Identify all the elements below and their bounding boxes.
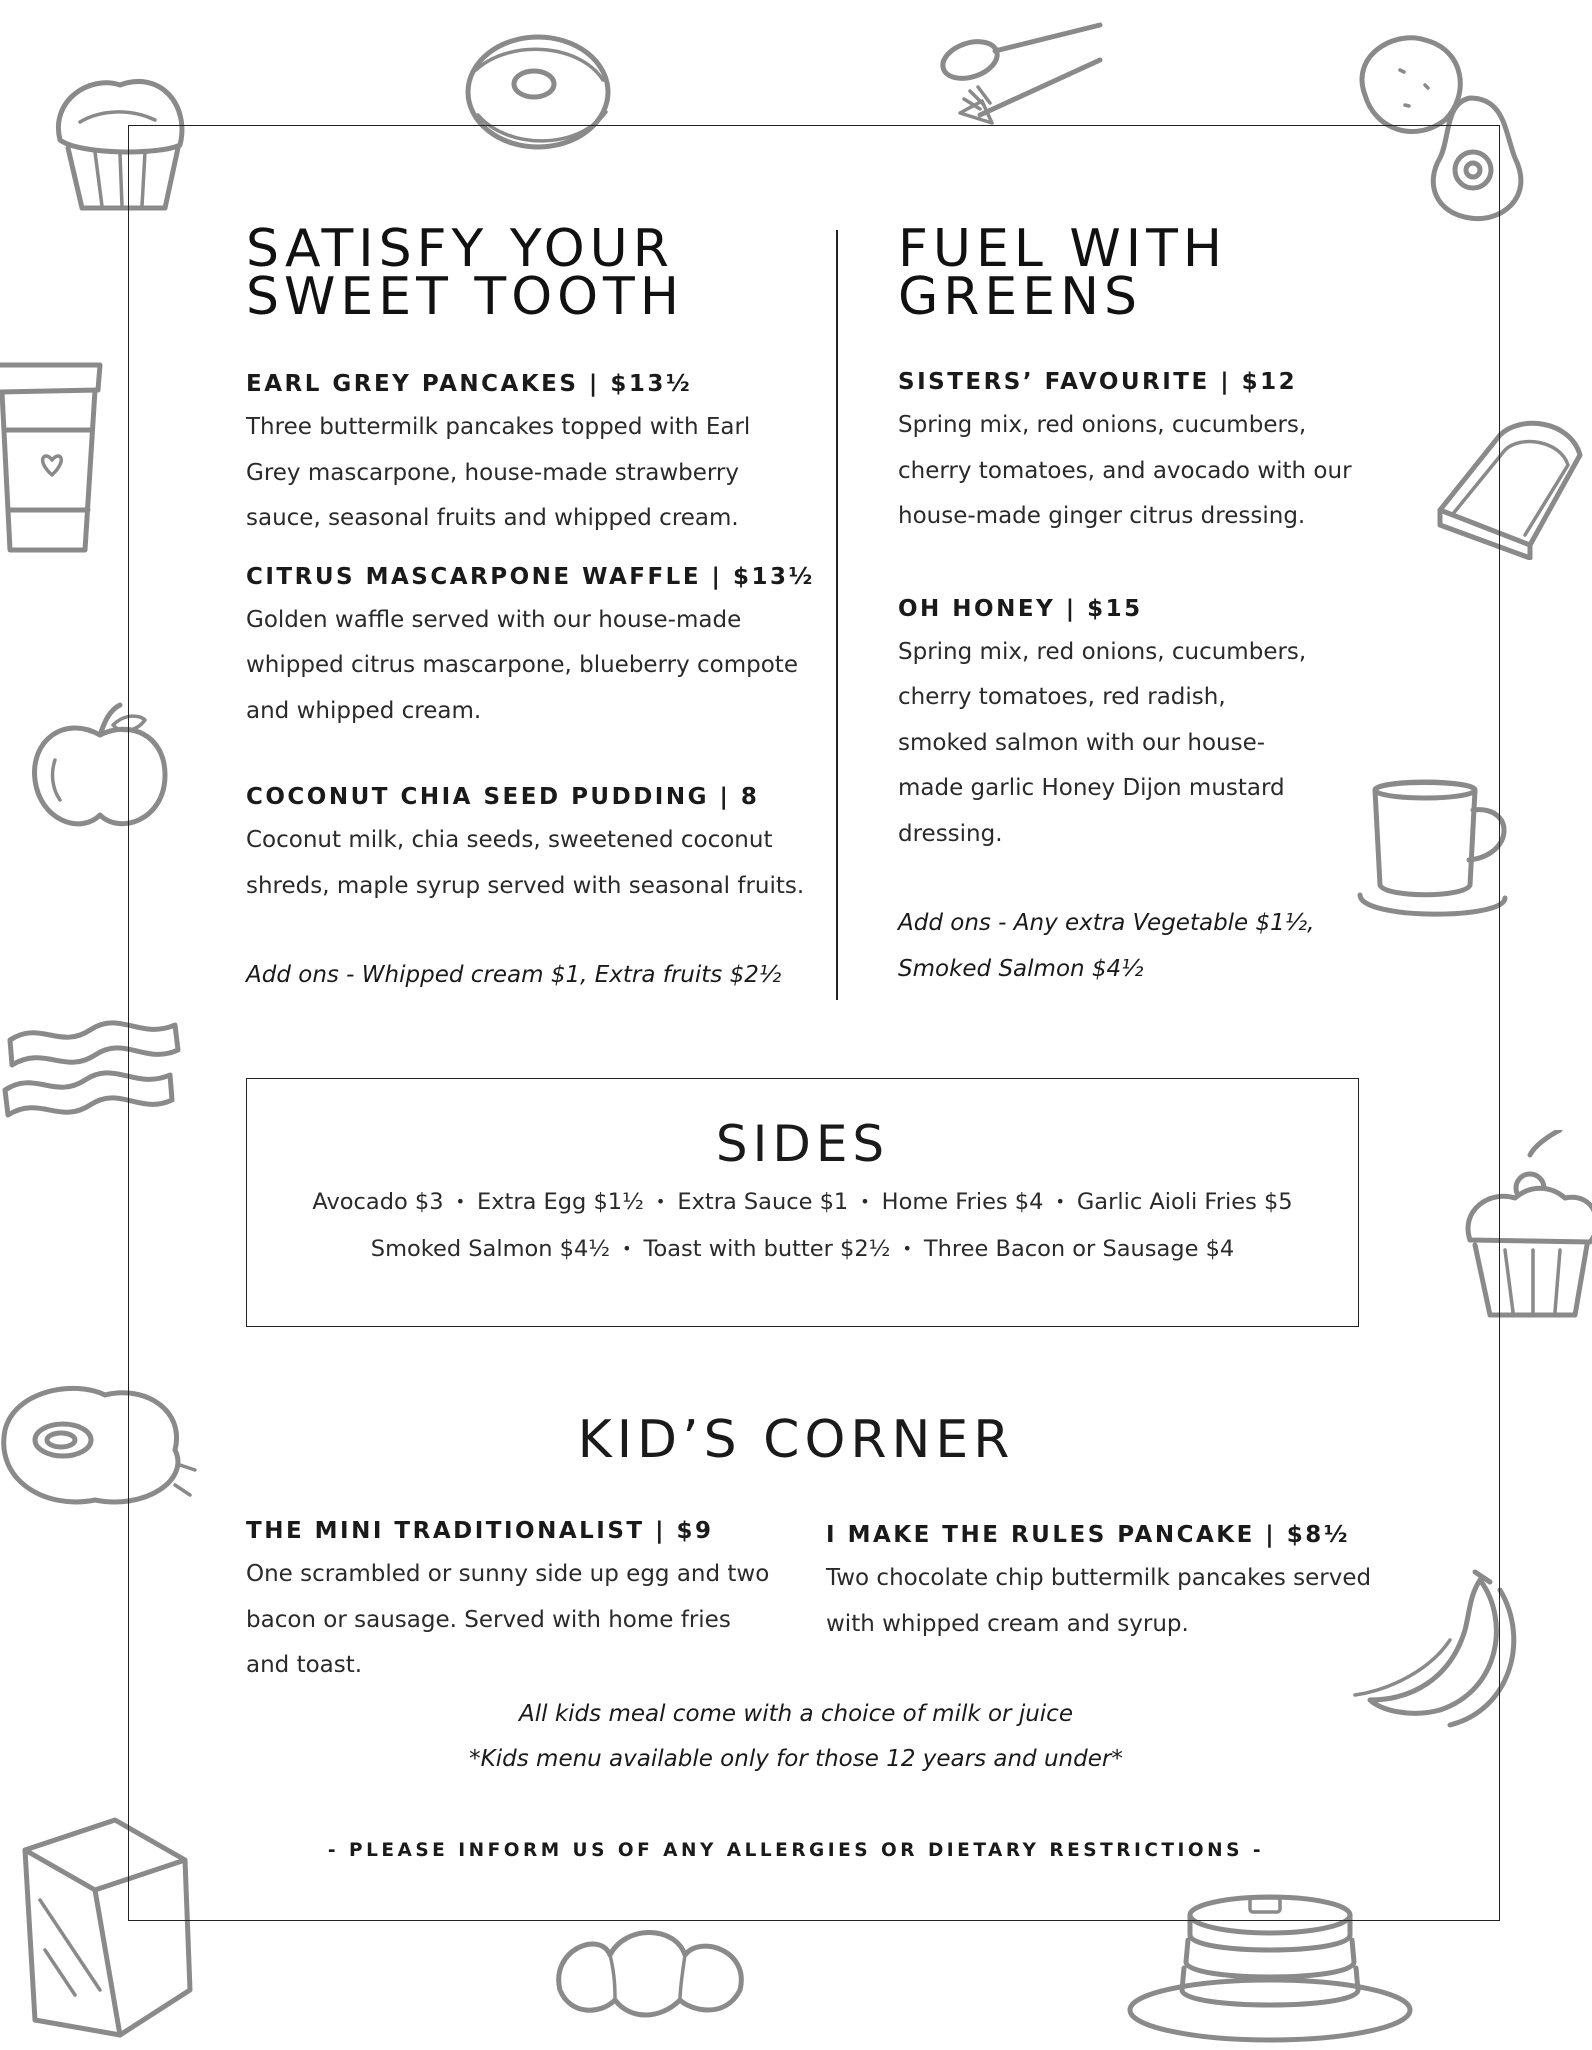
sweet-title-line1: SATISFY YOUR xyxy=(246,219,674,279)
kids-title: KID’S CORNER xyxy=(577,1410,1015,1470)
greens-title xyxy=(898,219,1398,327)
item-title: COCONUT CHIA SEED PUDDING | 8 xyxy=(246,784,760,810)
item-description: Three buttermilk pancakes topped with Earl Grey mascarpone, house-made strawberry sauce, seasonal fruits and whipped cream. xyxy=(246,414,751,531)
side-item: Smoked Salmon $4½ xyxy=(370,1235,611,1262)
item-description: One scrambled or sunny side up egg and two bacon or sausage. Served with home fries and toast. xyxy=(246,1561,770,1678)
bullet-separator: • xyxy=(860,1192,870,1211)
greens-addons-line2: Smoked Salmon $4½ xyxy=(898,955,1144,982)
sides-line-1 xyxy=(247,1179,1358,1226)
item-title: I MAKE THE RULES PANCAKE | $8½ xyxy=(826,1522,1351,1548)
sweet-section xyxy=(246,219,816,999)
bullet-separator: • xyxy=(1055,1192,1065,1211)
menu-item xyxy=(246,784,816,909)
greens-addons xyxy=(898,901,1398,992)
allergy-notice: - PLEASE INFORM US OF ANY ALLERGIES OR DIETARY RESTRICTIONS - xyxy=(327,1840,1265,1861)
column-divider xyxy=(836,230,838,1000)
item-description: Golden waffle served with our house-made whipped citrus mascarpone, blueberry compote and whipped cream. xyxy=(246,606,798,724)
kids-note-2: *Kids menu available only for those 12 years and under* xyxy=(469,1746,1123,1772)
menu-item xyxy=(246,371,816,542)
item-title: THE MINI TRADITIONALIST | $9 xyxy=(246,1518,714,1544)
sweet-addons: Add ons - Whipped cream $1, Extra fruits $2½ xyxy=(246,962,782,988)
side-item: Three Bacon or Sausage $4 xyxy=(923,1235,1235,1262)
side-item: Home Fries $4 xyxy=(881,1189,1044,1215)
item-title: CITRUS MASCARPONE WAFFLE | $13½ xyxy=(246,563,815,590)
side-item: Extra Sauce $1 xyxy=(677,1189,849,1215)
sides-box xyxy=(246,1078,1359,1327)
menu-item xyxy=(826,1522,1386,1647)
bullet-separator: • xyxy=(455,1192,465,1211)
item-description: Coconut milk, chia seeds, sweetened coconut shreds, maple syrup served with seasonal fruits. xyxy=(246,827,805,899)
item-title: SISTERS’ FAVOURITE | $12 xyxy=(898,369,1298,395)
kids-note-1: All kids meal come with a choice of milk or juice xyxy=(519,1701,1073,1727)
menu-item xyxy=(898,596,1398,858)
item-description: Two chocolate chip buttermilk pancakes served with whipped cream and syrup. xyxy=(826,1565,1372,1637)
croissant-icon xyxy=(540,1910,760,2040)
bullet-separator: • xyxy=(655,1192,666,1211)
sides-title: SIDES xyxy=(715,1115,890,1173)
item-description: Spring mix, red onions, cucumbers, cherry tomatoes, and avocado with our house-made ginger citrus dressing. xyxy=(898,412,1352,529)
sweet-title xyxy=(246,219,816,327)
item-description: Spring mix, red onions, cucumbers, cherry tomatoes, red radish, smoked salmon with our house-made garlic Honey Dijon mustard dressing. xyxy=(898,638,1307,847)
item-title: OH HONEY | $15 xyxy=(898,595,1143,622)
side-item: Garlic Aioli Fries $5 xyxy=(1076,1189,1293,1215)
side-item: Avocado $3 xyxy=(312,1189,444,1215)
side-item: Extra Egg $1½ xyxy=(477,1189,644,1215)
greens-title-line1: FUEL WITH xyxy=(898,219,1227,279)
item-title: EARL GREY PANCAKES | $13½ xyxy=(246,371,693,397)
menu-item xyxy=(246,1518,786,1689)
greens-title-line2: GREENS xyxy=(898,267,1143,327)
greens-section xyxy=(898,219,1398,992)
bullet-separator: • xyxy=(622,1238,632,1258)
menu-item xyxy=(246,564,816,735)
sweet-title-line2: SWEET TOOTH xyxy=(246,267,684,327)
greens-addons-line1: Add ons - Any extra Vegetable $1½, xyxy=(898,910,1315,936)
coffee-cup-icon xyxy=(0,350,120,560)
side-item: Toast with butter $2½ xyxy=(643,1235,891,1262)
bullet-separator: • xyxy=(902,1238,912,1258)
sides-line-2 xyxy=(247,1226,1358,1273)
menu-item xyxy=(898,369,1398,540)
